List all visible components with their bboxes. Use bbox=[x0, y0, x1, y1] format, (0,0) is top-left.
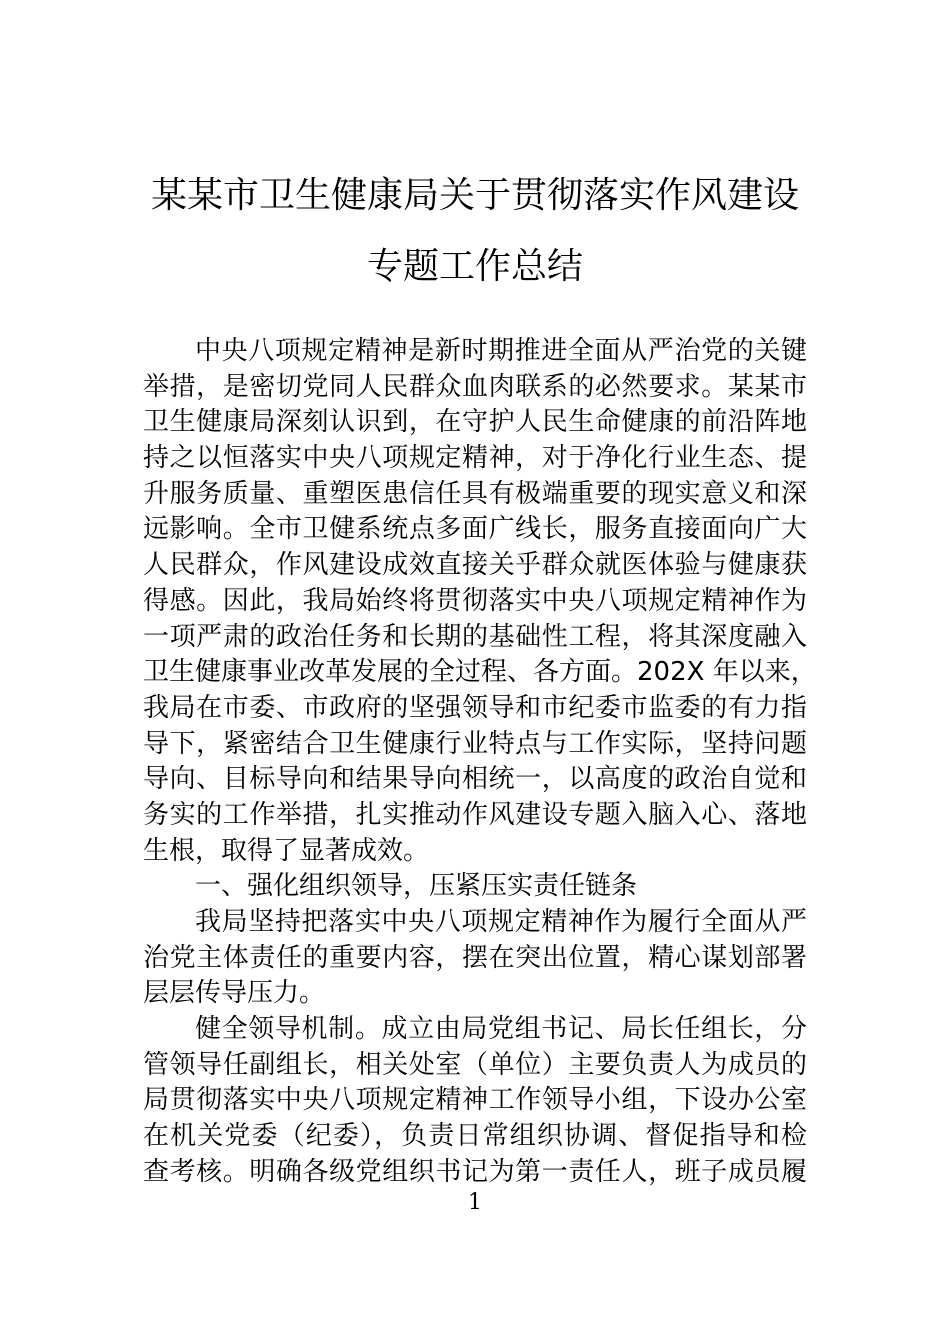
paragraph-line: 查考核。明确各级党组织书记为第一责任人，班子成员履 bbox=[143, 1156, 807, 1187]
paragraph-line: 在机关党委（纪委），负责日常组织协调、督促指导和检 bbox=[143, 1121, 807, 1152]
paragraph-line: 我局在市委、市政府的坚强领导和市纪委市监委的有力指 bbox=[143, 692, 807, 723]
paragraph-line: 一项严肃的政治任务和长期的基础性工程，将其深度融入 bbox=[143, 621, 807, 652]
paragraph-line: 健全领导机制。成立由局党组书记、局长任组长，分 bbox=[195, 1014, 807, 1045]
paragraph-line: 我局坚持把落实中央八项规定精神作为履行全面从严 bbox=[195, 907, 807, 937]
document-title-line-2: 专题工作总结 bbox=[366, 246, 583, 287]
paragraph-line: 卫生健康局深刻认识到，在守护人民生命健康的前沿阵地 bbox=[143, 407, 807, 438]
paragraph-line: 导下，紧密结合卫生健康行业特点与工作实际，坚持问题 bbox=[143, 728, 807, 759]
paragraph-line: 人民群众，作风建设成效直接关乎群众就医体验与健康获 bbox=[143, 550, 807, 581]
document-title-line-1: 某某市卫生健康局关于贯彻落实作风建设 bbox=[150, 175, 799, 216]
paragraph-line: 得感。因此，我局始终将贯彻落实中央八项规定精神作为 bbox=[143, 585, 807, 616]
paragraph-line: 持之以恒落实中央八项规定精神，对于净化行业生态、提 bbox=[143, 443, 807, 474]
paragraph-line: 局贯彻落实中央八项规定精神工作领导小组，下设办公室 bbox=[143, 1085, 807, 1116]
section-heading: 一、强化组织领导，压紧压实责任链条 bbox=[195, 871, 638, 902]
document-body bbox=[143, 334, 817, 1191]
paragraph-line: 卫生健康事业改革发展的全过程、各方面。202X 年以来， bbox=[143, 657, 817, 688]
paragraph-line: 管领导任副组长，相关处室（单位）主要负责人为成员的 bbox=[143, 1049, 807, 1080]
paragraph-line: 层层传导压力。 bbox=[143, 978, 326, 1009]
paragraph-line: 务实的工作举措，扎实推动作风建设专题入脑入心、落地 bbox=[143, 799, 807, 830]
page-number: 1 bbox=[468, 1190, 482, 1215]
paragraph-line: 远影响。全市卫健系统点多面广线长，服务直接面向广大 bbox=[143, 514, 807, 545]
paragraph-line: 导向、目标导向和结果导向相统一，以高度的政治自觉和 bbox=[143, 764, 807, 795]
paragraph-line: 生根，取得了显著成效。 bbox=[143, 835, 430, 866]
paragraph-line: 中央八项规定精神是新时期推进全面从严治党的关键 bbox=[195, 336, 807, 366]
paragraph-line: 举措，是密切党同人民群众血肉联系的必然要求。某某市 bbox=[143, 371, 807, 402]
paragraph-line: 治党主体责任的重要内容，摆在突出位置，精心谋划部署 bbox=[143, 942, 807, 973]
paragraph-line: 升服务质量、重塑医患信任具有极端重要的现实意义和深 bbox=[143, 478, 807, 509]
